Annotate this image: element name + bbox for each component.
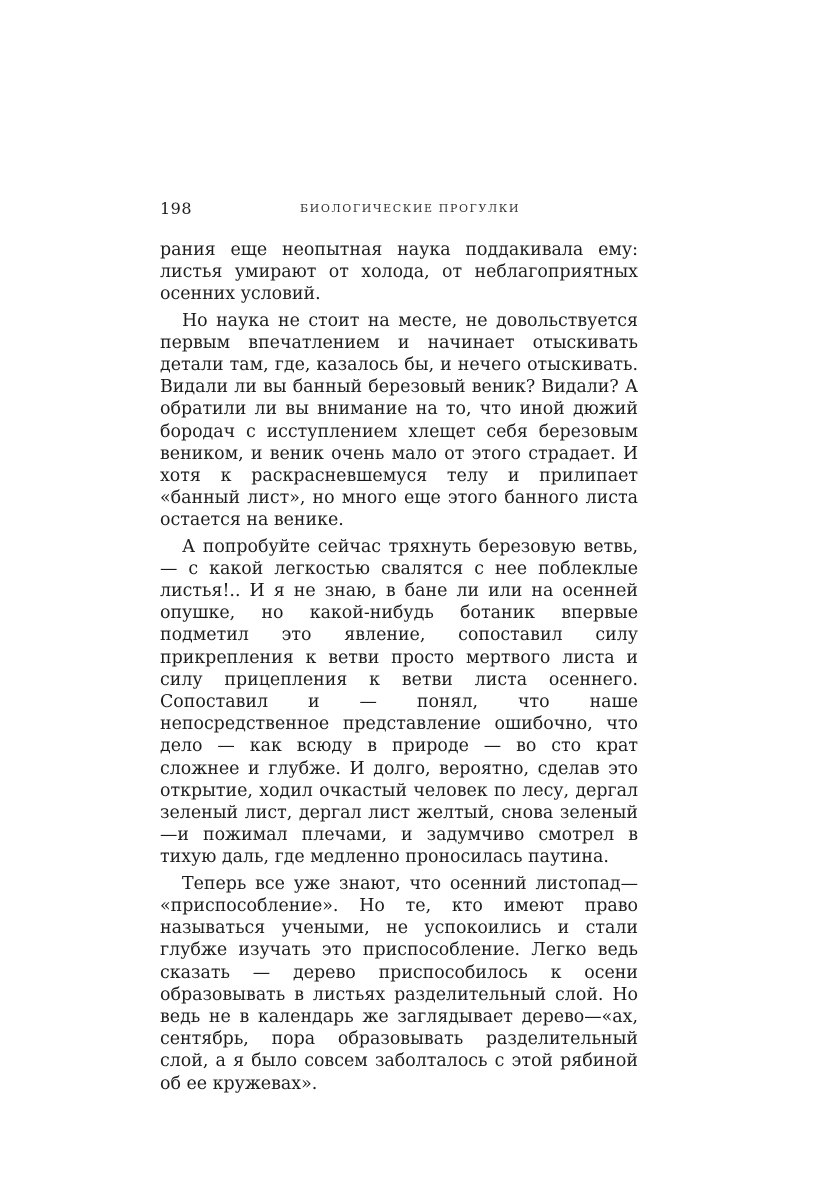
paragraph-birch-branch: А попробуйте сейчас тряхнуть березовую ветвь,— с какой легкостью свалятся с нее поблеклые листья!.. И я не знаю, в бане ли или на осенней опушке, но какой-нибудь ботаник впервые подметил это явление, сопоставил силу прикрепления к ветви просто мертвого листа и силу прицепления к ветви листа осеннего. Сопоставил и — понял, что наше непосредственное представление ошибочно, что дело — как всюду в природе — во сто крат сложнее и глубже. И долго, вероятно, сделав это открытие, ходил очкастый человек по лесу, дергал зеленый лист, дергал лист желтый, снова зеленый—и пожимал плечами, и задумчиво смотрел в тихую даль, где медленно проносилась паутина. [160, 536, 638, 868]
running-head [160, 199, 638, 221]
page-number: 198 [160, 199, 193, 218]
running-title: БИОЛОГИЧЕСКИЕ ПРОГУЛКИ [300, 202, 521, 215]
body-text [160, 239, 638, 1099]
paragraph-science-details: Но наука не стоит на месте, не довольствуется первым впечатлением и начинает отыскивать детали там, где, казалось бы, и нечего отыскивать. Видали ли вы банный березовый веник? Видали? А обратили ли вы внимание на то, что иной дюжий бородач с исступлением хлещет себя березовым веником, и веник очень мало от этого страдает. И хотя к раскрасневшемуся телу и прилипает «банный лист», но много еще этого банного листа остается на венике. [160, 310, 638, 531]
paragraph-continuation: рания еще неопытная наука поддакивала ему: листья умирают от холода, от неблагоприятных осенних условий. [160, 240, 638, 305]
paragraph-leaf-fall-adaptation: Теперь все уже знают, что осенний листопад— «приспособление». Но те, кто имеют право называться учеными, не успокоились и стали глубже изучать это приспособление. Легко ведь сказать — дерево приспособилось к осени образовывать в листьях разделительный слой. Но ведь не в календарь же заглядывает дерево—«ах, сентябрь, пора образовывать разделительный слой, а я было совсем заболталось с этой рябиной об ее кружевах». [160, 873, 638, 1094]
